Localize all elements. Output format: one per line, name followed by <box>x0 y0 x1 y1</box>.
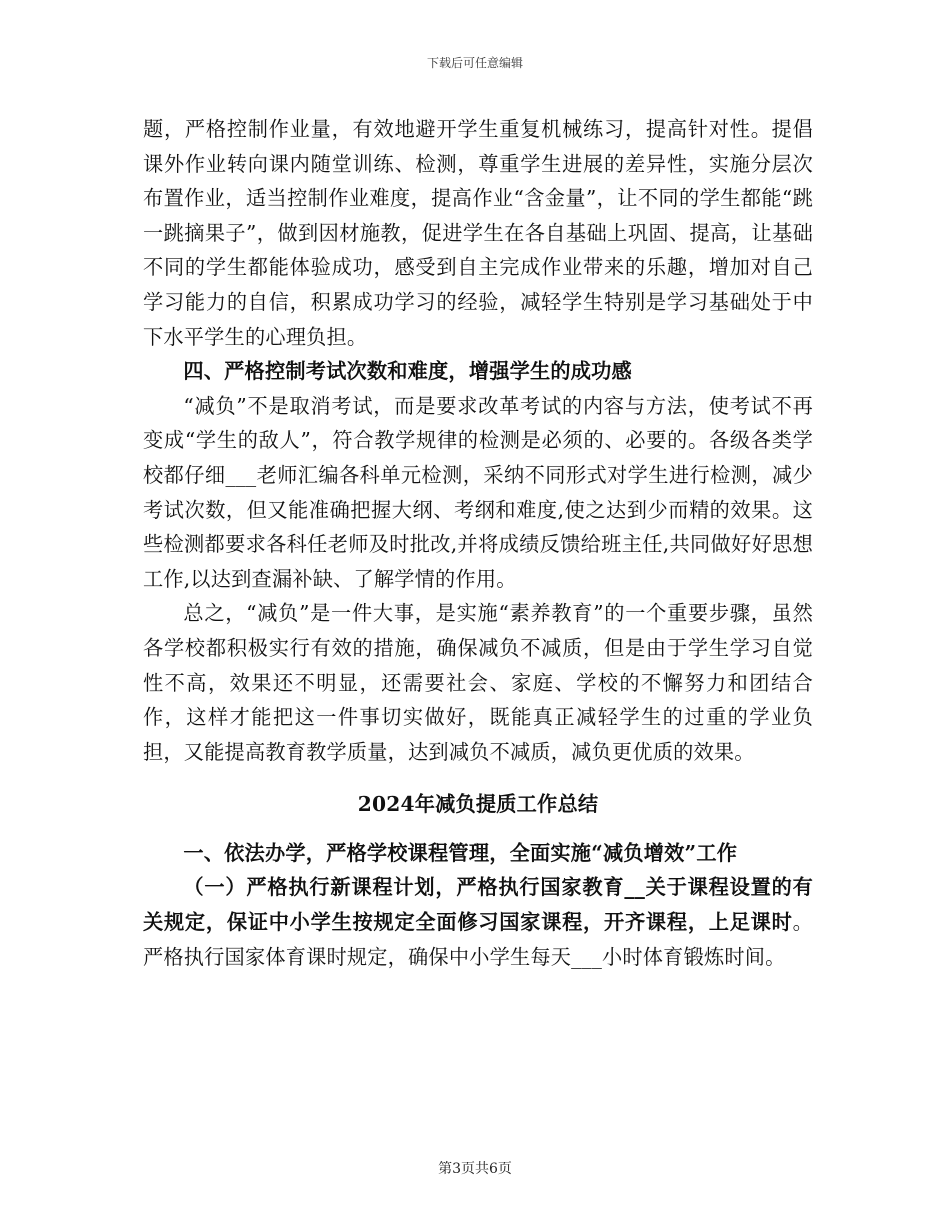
document-title: 2024年减负提质工作总结 <box>357 792 599 817</box>
page-header-note: 下载后可任意编辑 <box>426 56 523 70</box>
paragraph-summary: 总之，“减负”是一件大事，是实施“素养教育”的一个重要步骤，虽然各学校都积极实行有效的措施，确保减负不减质，但是由于学生学习自觉性不高，效果还不明显，还需要社会、家庭、学校的不懈努力和团结合作，这样才能把这一件事切实做好，既能真正减轻学生的过重的学业负担，又能提高教育教学质量，达到减负不减质，减负更优质的效果。 <box>143 601 813 764</box>
document-body <box>143 112 813 974</box>
paragraph-exams: “减负”不是取消考试，而是要求改革考试的内容与方法，使考试不再变成“学生的敌人”，符合教学规律的检测是必须的、必要的。各级各类学校都仔细___老师汇编各科单元检测，采纳不同形式对学生进行检测，减少考试次数，但又能准确把握大纲、考纲和难度,使之达到少而精的效果。这些检测都要求各科任老师及时批改,并将成绩反馈给班主任,共同做好好思想工作,以达到查漏补缺、了解学情的作用。 <box>143 393 813 591</box>
paragraph-curriculum-rest: 。严格执行国家体育课时规定，确保中小学生每天___小时体育锻炼时间。 <box>143 910 813 969</box>
heading-section-one: 一、依法办学，严格学校课程管理，全面实施“减负增效”工作 <box>183 840 738 865</box>
paragraph-curriculum-bold: （一）严格执行新课程计划，严格执行国家教育__关于课程设置的有关规定，保证中小学生按规定全面修习国家课程，开齐课程，上足课时 <box>143 875 813 935</box>
heading-section-four: 四、严格控制考试次数和难度，增强学生的成功感 <box>183 359 632 384</box>
paragraph-homework: 题，严格控制作业量，有效地避开学生重复机械练习，提高针对性。提倡课外作业转向课内随堂训练、检测，尊重学生进展的差异性，实施分层次布置作业，适当控制作业难度，提高作业“含金量”，让不同的学生都能“跳一跳摘果子”，做到因材施教，促进学生在各自基础上巩固、提高，让基础不同的学生都能体验成功，感受到自主完成作业带来的乐趣，增加对自己学习能力的自信，积累成功学习的经验，减轻学生特别是学习基础处于中下水平学生的心理负担。 <box>143 117 813 349</box>
page-number: 第3页共6页 <box>438 1161 512 1177</box>
paragraph-curriculum <box>143 870 813 974</box>
